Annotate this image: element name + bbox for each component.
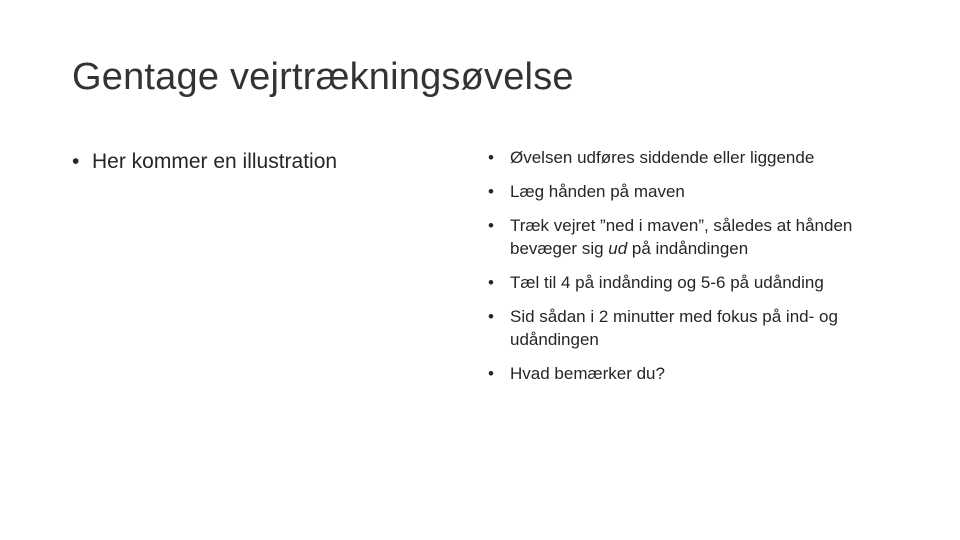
list-item-text: Læg hånden på maven: [510, 182, 685, 201]
bullet-icon: •: [488, 364, 494, 383]
list-item: [488, 214, 898, 260]
bullet-icon: •: [488, 307, 494, 326]
slide-title: Gentage vejrtrækningsøvelse: [72, 56, 574, 98]
bullet-icon: •: [488, 273, 494, 292]
list-item-text-part: på indåndingen: [627, 239, 749, 258]
list-item: [488, 271, 898, 294]
list-item: [72, 148, 432, 176]
list-item-text: Øvelsen udføres siddende eller liggende: [510, 148, 815, 167]
right-bullet-list: [488, 146, 898, 396]
list-item-text: Her kommer en illustration: [92, 150, 338, 173]
bullet-icon: •: [488, 182, 494, 201]
bullet-icon: •: [488, 216, 494, 235]
bullet-icon: •: [72, 150, 80, 173]
list-item: [488, 305, 898, 351]
list-item: [488, 180, 898, 203]
list-item-text: Tæl til 4 på indånding og 5-6 på udånding: [510, 273, 824, 292]
list-item-text: Hvad bemærker du?: [510, 364, 665, 383]
list-item-text-part: Træk vejret ”ned i maven”, således at hånden bevæger sig: [510, 216, 853, 258]
list-item-text: Sid sådan i 2 minutter med fokus på ind- og udåndingen: [510, 307, 838, 349]
list-item-text: [510, 216, 852, 258]
bullet-icon: •: [488, 148, 494, 167]
emphasis-text: ud: [608, 239, 628, 258]
left-bullet-list: [72, 148, 432, 176]
list-item: [488, 362, 898, 385]
list-item: [488, 146, 898, 169]
